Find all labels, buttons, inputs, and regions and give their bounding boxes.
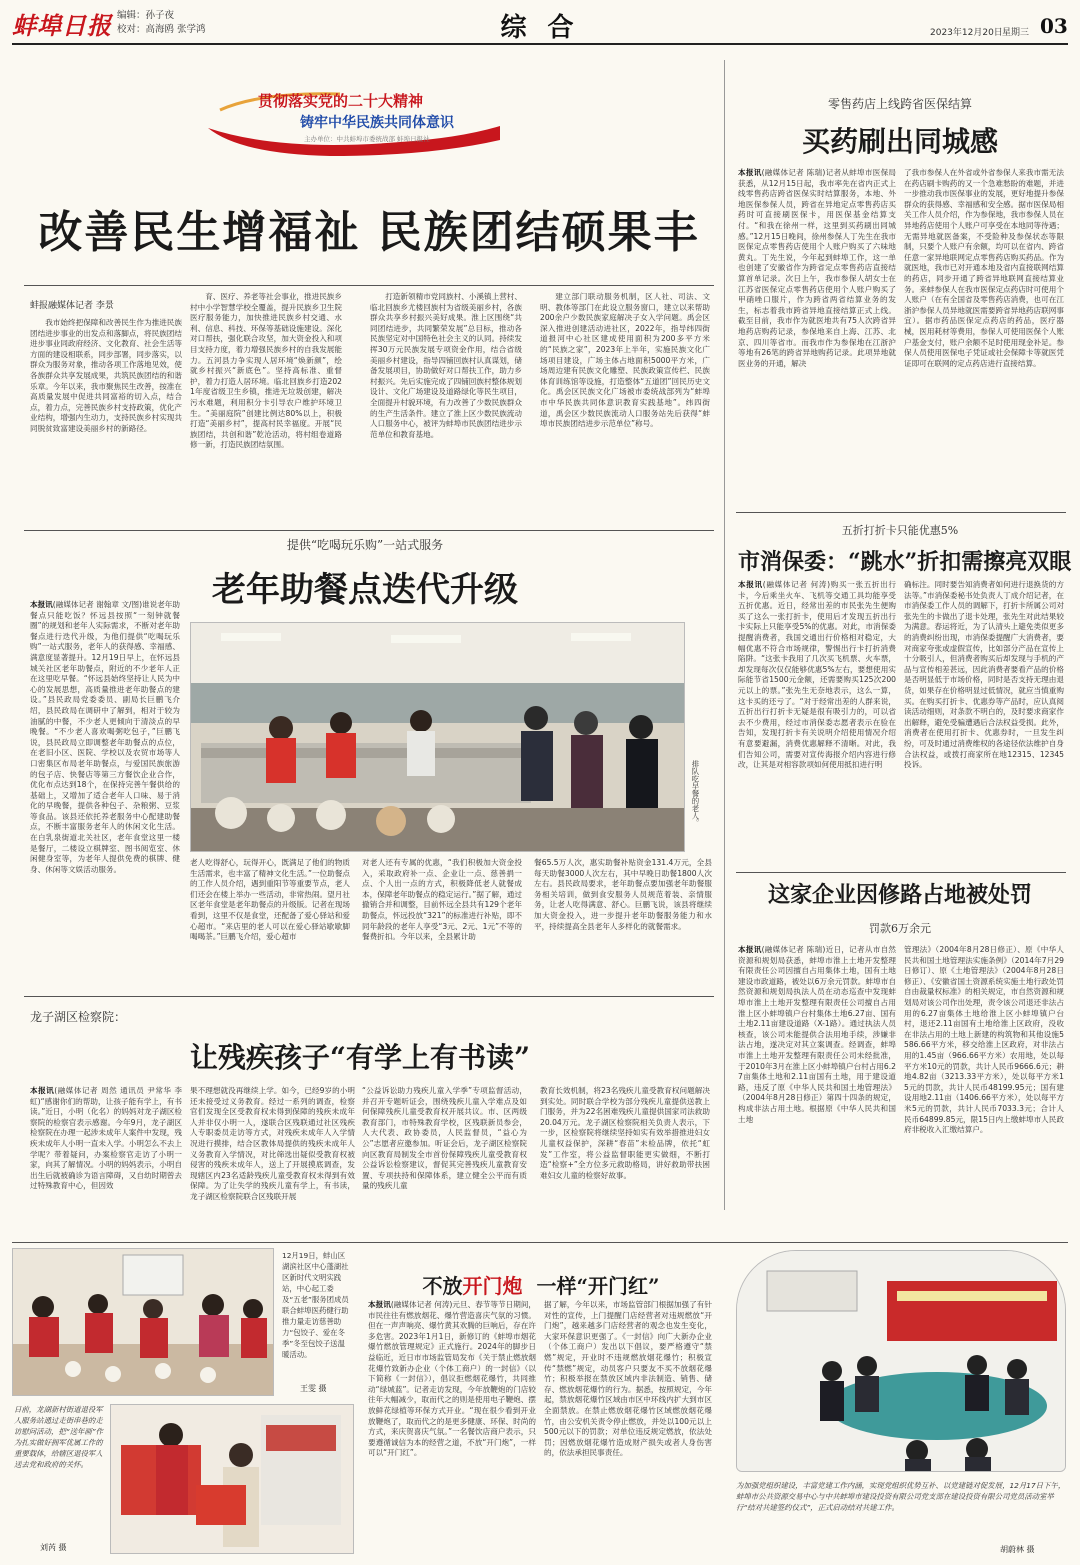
firecracker-byline: 本报讯 (368, 1300, 391, 1309)
disabled-col-1-text: “感谢你们的帮助，让孩子能有学上，有书读。”近日，小明（化名）的妈妈对龙子湖区检察院的检察官表示感谢。今年9月，龙子湖区检察院在办理一起涉未成年人案件中发现，残疾未成年人小明一直未入学。小明怎么不去上学呢？带着疑问，办案检察官走访了小明一家，向其了解情况。小明的妈妈表示，小明自出生后就被确诊为语言障碍，又自幼时期曾去过特殊教育中心，但因效 (30, 1096, 182, 1191)
discount-reporter: (融媒体记者 何涛) (762, 580, 831, 589)
disabled-col-4 (540, 1086, 710, 1236)
theme-banner (200, 82, 510, 160)
masthead (0, 0, 1080, 44)
editor-credit: 编辑：孙子夜 (117, 10, 175, 21)
signing-ceremony-photo (736, 1250, 1066, 1472)
masthead-rule (12, 43, 1068, 45)
dining-scene (191, 623, 685, 852)
elder-col-1 (30, 600, 180, 992)
lead-rule (24, 285, 714, 286)
ceremony-caption: 为加强党组织建设，丰富党建工作内涵，实现党组织优势互补、以党建链对促发展，12月17日下午，蚌埠市公共资源交易中心与中共蚌埠市建设投资有限公司党支部在建设投资有限公司党员活动室举行“结对共建签约仪式”，正式启动结对共建工作。 (736, 1481, 1066, 1512)
lead-col-2-text: 育、医疗、养老等社会事业，推进民族乡村中小学智慧学校全覆盖，提升民族乡卫生院医疗服务能力，加快推进民族乡村交通、水利、信息、科技、环保等基础设施建设。深化对口帮扶，强化联合攻坚，加大资金投入和项目支持力度，着力增强民族乡村的自我发展能力。五河县力争实现人居环境“焕新颜”，绘就乡村振兴“新底色”。坚持高标准、重督护，着力打造人居环境。临北回族乡打造2021年度省级卫生乡镇，推进无垃圾创建，解决污水难题，利用积分卡引导农户维护环境卫生。“美丽庭院”创建比例达80%以上，积极打造“美丽乡村”，提高村民幸福度。开展“民族团结，共创和谐”乾沧活动，将村组卷道路修一新，打造民族团结氛围。 (190, 292, 342, 450)
elder-col-4-text: 餐65.5万人次，惠实助餐补贴资金131.4万元，全县每天助餐3000人次左右，其中早晚日助餐1800人次左右。县民政局要求，老年助餐点要加强老年助餐服务相关培训，做到食安服务人员规范着装、亲情服务，让老人吃得满意、舒心。巨鹏飞说，该县将继续加大资金投入，进一步提升老年助餐服务能力和水平，持续提高全县老年人多样化的就餐需求。 (534, 858, 712, 931)
pharmacy-col-2 (904, 168, 1064, 510)
elder-rule (24, 530, 714, 531)
elder-col-1-text: 谁说老年助餐点只能吃饭？怀远县按照“一刻钟就餐圈”的规划和老年人实际需求，不断对老年助餐点进行迭代升级，为他们提供“吃喝玩乐购”一站式服务，老年人的获得感、幸福感、满意度显著提升。12月19日早上，在怀远县城关社区老年助餐点，附近的不少老年人正在这里吃早餐。“怀远县始终坚持让人民为中心的发展思想，高质量推进老年助餐点的建设。”县民政局党委委员、副局长巨鹏飞介绍，县民政局在调研中了解到，相对于较为油腻的中餐，不少老人更倾向于清淡点的早晚餐。“不少老人喜欢喝粥吃包子，”巨鹏飞说，县民政局立即调整老年助餐点的点位，在老旧小区、医院、学校以及农贸市场等人口密集区布局老年助餐点，与爱国民族旅游的包子店、快餐店等第三方餐饮企业合作，优化布点达到18个，在保持完善午餐供给的基础上，又增加了适合老年人口味、易于消化的早晚餐，提供各种包子、杂粮粥、豆浆等食品。该县还依托养老服务中心配建助餐点，不断丰富服务老年人的休闲文化生活。在白乳泉街道北关社区，老年食堂这里一楼是餐厅，二楼设立棋牌室、图书阅览室、休闲健身室等，为老年人提供免费的棋牌、健身、休闲等文娱活动服务。 (30, 600, 180, 874)
poster-caption: 日前，龙湖新村街道退役军人服务站通过走街串巷的走访慰问活动，把“送年画”作为扎实做好拥军优属工作的重要载体，给辖区退役军人送去党和政府的关怀。 (14, 1405, 103, 1469)
firecracker-headline-part1: 不放 (422, 1274, 463, 1298)
firecracker-col-2-text: 据了解，今年以来，市场监管部门根据加强了有针对性的宣传，上门提醒门店经营者对违规燃放“开门炮”，越来越多门店经营者的观念也发生变化，大家环保意识更强了。《一封信》向广大新办企业（个体工商户）发出以下倡议，要严格遵守“禁燃”规定，开业时不违规燃放烟花爆竹；积极宣传“禁燃”规定，动员客户只要友不买不放烟花爆竹；积极举报在禁放区域内非法制造、销售、储存、燃放烟花爆竹的行为。据悉，按照规定，今年起，禁放烟花爆竹区域由市区中环线内扩大到市区全面禁放。在禁止燃放烟花爆竹区域燃放烟花爆竹，由公安机关责令停止燃放，并处以100元以上500元以下的罚款；对单位违反规定燃放，依法处罚；因燃放烟花爆竹造成财产损失或者人身伤害的，依法承担民事责任。 (544, 1300, 712, 1458)
pharmacy-col-1 (738, 168, 896, 510)
elder-reporter: (融媒体记者 谢翰章 文/图) (52, 600, 143, 609)
proofreader-credit: 校对：高海鸥 张学鸿 (117, 24, 206, 35)
fine-headline: 这家企业因修路占地被处罚 (767, 882, 1032, 908)
discount-byline: 本报讯 (738, 580, 763, 589)
bottom-rule (12, 1242, 1068, 1243)
discount-col-2 (904, 580, 1064, 870)
firecracker-col-2 (544, 1300, 712, 1558)
discount-col-1-text: 购买一张五折出行卡，今后乘坐火车、飞机等交通工具均能享受五折优惠。近日，经常出差的市民张先生便购买了这么一张打折卡，使用后才发现五折出行卡实际上只能享受5%的优惠。对此，市消保委提醒消费者，我国交通出行价格相对稳定，大幅优惠不符合市场规律，警惕出行卡打折消费陷阱。“这张卡我用了几次买飞机票、火车票，却发现每次仅仅能够优惠5%左右，要想使用实际能节省1500元金额，还需要购买125次200元以上的票。”张先生无奈地表示，这么一算，这卡买的还亏了。“对于经常出差的人群来说，五折出行打折卡无疑是很有吸引力的，可以省去不少费用，经过市消保委志愿者表示在验在告知，发现打折卡有关说明介绍使用情况介绍有意要避漏，消费优惠解释不清晰。对此，我们告知公司，需要对宣传海报介绍内容进行修改，让其是对相容款项如何使用抵扣进行明 (738, 580, 896, 770)
elder-col-3-text: 对老人还有专属的优惠，“我们积极加大资金投入，采取政府补一点、企业让一点、慈善捐一点、个人出一点的方式，积极降低老人就餐成本，保障老年助餐点的稳定运行。”据了解，通过撤销合并和调整，目前怀远全县共有129个老年助餐点，怀远投放“321”的标准进行补贴，即不同年龄段的老年人享受“3元、2元、1元”不等的餐费折扣。今年以来，全县累计助 (362, 858, 522, 942)
fine-kicker: 罚款6万余元 (869, 922, 931, 935)
disabled-byline: 本报讯 (30, 1086, 55, 1095)
fine-col-1 (738, 945, 896, 1207)
elder-col-4 (534, 858, 712, 992)
pharmacy-byline: 本报讯 (738, 168, 762, 177)
elder-byline: 本报讯 (30, 600, 53, 609)
firecracker-headline-part2: 一样“开门红” (536, 1274, 660, 1298)
pharmacy-rule (736, 512, 1066, 513)
pharmacy-col-2-text: 了我市参保人在外省或外省参保人来我市需无法在药店刷卡购药的又一个急难愁盼的难题，并进一步推动我市医保事业的发展，更好地提升参保群众的获得感、幸福感和安全感。据市医保局相关工作人员介绍，作为参保地，我市参保人员在异地药店使用个人账户可享受在本地同等待遇；无需异地就医备案，不受险种及参保状态等限制，只要个人账户有余额，均可以在省内、跨省任意一家异地联网定点零售药店购买药品。作为就医地，我市已对开通本地及省内直接联网结算的药店，同步开通了跨省异地联网直接结算业务。来蚌参保人在我市医保定点药店时可使用个人账户（在有全国省及零售药店消费，也可在江浙沪参保人员异地就医需要跨省异地药店联网事宜）。据市药品医保定点药店的药品，医疗器械，医用耗材等费用，参保人可使用医保个人账户基金支付，账户余额不足时使用现金补足。参保人员使用医保电子凭证或社会保障卡等就医凭证即可在联网的定点药店进行直接结算。 (904, 168, 1064, 368)
elder-kicker: 提供“吃喝玩乐购”一站式服务 (286, 538, 444, 552)
disabled-col-3-text: “公益诉讼助力残疾儿童入学季”专项监督活动，并召开专题听证会，围绕残疾儿童入学难点及如何保障残疾儿童受教育权开展共议。市、区两级教育部门，市特殊教育学校，区残联新员参会，人大代表、政协委员，人民监督员，“益心为公”志愿者应邀参加。听证会后，龙子湖区检察院向区教育局制发全市首份保障残疾儿童受教育权公益诉讼检察建议，督促其完善残疾儿童教育安置、专项扶持和保障体系，建立健全公平而有质量的残疾儿童 (362, 1086, 527, 1191)
elder-photo-caption: 排队吃早餐的老人。 (691, 760, 700, 827)
paper-logo: 蚌埠日报 (12, 11, 112, 40)
firecracker-reporter: (融媒体记者 何涛) (390, 1300, 453, 1309)
disabled-col-3 (362, 1086, 527, 1236)
fine-col-2-text: 管理法》（2004年8月28日修正）、原《中华人民共和国土地管理法实施条例》（2014年7月29日修订）、原《土地管理法》（2004年8月28日修正）、《安徽省国土资源系统实施土地行政处罚自由裁量权标准》的相关规定，市自然资源和规划局对该公司作出处理，责令该公司退还非法占用的6.27亩集体土地给淮上区小蚌埠镇户台村，退还2.11亩国有土地给淮上区政府，没收在非法占用的土地上新建的构筑物和其他设施5586.66平方米，移交给淮上区政府，对非法占用的1.45亩（966.66平方米）农用地，处以每平方米10元的罚款，共计人民币9666.6元；耕地4.82亩（3213.33平方米），处以每平方米15元的罚款，共计人民币48199.95元；国有建设用地2.11亩（1406.66平方米），处以每平方米5元的罚款，共计人民币7033.3元；合计人民币64899.85元，限15日内上缴蚌埠市人民政府非税收入汇缴结算户。 (904, 945, 1064, 1135)
page-number: 03 (1040, 14, 1068, 38)
poster-caption-box (14, 1404, 106, 1539)
lead-col-3-text: 打造新领精市党同族村、小溪镇上营村、临北回族乡尤楼回族村为省级美丽乡村，各族群众共享乡村振兴美好成果。淮上区围绕“共同团结进步，共同繁荣发展”总目标，推动各民族坚定对中国特色社会主义的认同。持续发挥30万元民族发展专项资金作用，结合省级美丽乡村建设，指导四铺回族村认真谋划，储备发展项目，协助做好对口帮扶工作，助力乡村振兴。先后实施完成了四铺回族村整体规划设计、文化广场建设及道路绿化等民生项目，全面提升村貌环境，有力改善了少数民族群众的生产生活条件。建立了淮上区少数民族流动人口服务中心，被评为蚌埠市民族团结进步示范单位和教育基地。 (370, 292, 522, 439)
banner-line1: 贯彻落实党的二十大精神 (258, 92, 424, 110)
firecracker-headline (396, 1270, 686, 1299)
pharmacy-kicker: 零售药店上线跨省医保结算 (827, 97, 972, 111)
dumpling-scene (13, 1249, 274, 1396)
issue-weekday: 星期三 (1002, 28, 1030, 38)
dumpling-credit: 王雯 摄 (300, 1384, 327, 1393)
section-title: 综 合 (500, 13, 580, 43)
banner-line2: 铸牢中华民族共同体意识 (300, 115, 454, 131)
poster-photo (110, 1404, 354, 1554)
elder-dining-photo (190, 622, 685, 852)
lead-byline: 蚌报融媒体记者 李景 (30, 301, 114, 311)
ceremony-scene (737, 1251, 1066, 1472)
banner-host: 主办单位：中共蚌埠市委统战部 蚌埠日报社 (304, 135, 430, 143)
lead-col-4-text: 建立部门联动服务机制，区人社、司法、文明、教体等部门在此设立服务窗口，建立以来帮助200余户少数民族家庭解决子女入学问题。禹会区深入推进创建活动进社区，2022年，指导纬四街道报河中心社区建成使用面积为200多平方米的“民族之家”，2023年上半年，实施民族文化广场项目建设，广场主体占地面积5000平方米，广场周边建有民族文化雕塑、民族政策宣传栏、民族体育训练馆等设施，打造整体“五道团”回民历史文化。禹会区民族文化广场被市委统战部列为“蚌埠市中华民族共同体意识教育实践基地”。纬四街道，禹会区少数民族流动人口服务站先后获得“蚌埠市民族团结进步示范单位”称号。 (540, 292, 710, 429)
lead-col-4 (540, 292, 710, 528)
disabled-col-2 (190, 1086, 355, 1236)
poster-credit: 刘芮 摄 (40, 1543, 67, 1552)
ceremony-caption-box (736, 1480, 1066, 1542)
ceremony-credit: 胡蔚林 摄 (1000, 1545, 1035, 1554)
pharmacy-reporter: (融媒体记者 陈瑞) (761, 168, 826, 177)
disabled-headline: 让残疾孩子“有学上有书读” (189, 1041, 531, 1074)
disabled-col-1 (30, 1086, 182, 1236)
fine-reporter: (融媒体记者 陈瑞) (761, 945, 826, 954)
pharmacy-headline: 买药刷出同城感 (801, 125, 998, 158)
disabled-col-4-text: 教育长效机制，将23名残疾儿童受教育权问题解决到实处。同时联合学校为部分残疾儿童提供送教上门服务，并为22名困难残疾儿童提供国家司法救助20.04万元。龙子湖区检察院相关负责人表示，下一步，区检察院将继续坚持如实有效举措推进妇女儿童权益保护，深耕“春苗”未检品牌，依托“虹发”工作室，将公益监督职能更实做细，不断打造“检察+”全方位多元救助格局，讲好救助带扶困难妇女儿童的检察好故事。 (540, 1086, 710, 1180)
elder-col-3 (362, 858, 522, 992)
issue-date: 2023年12月20日 (930, 28, 1003, 38)
dumpling-photo (12, 1248, 274, 1396)
lead-col-1 (30, 318, 182, 528)
dumpling-caption-box (282, 1250, 352, 1390)
column-divider (724, 60, 725, 1210)
elder-headline: 老年助餐点迭代升级 (212, 570, 518, 610)
firecracker-col-1 (368, 1300, 536, 1558)
discount-rule (736, 872, 1066, 873)
firecracker-headline-accent: 开门炮 (462, 1274, 523, 1298)
disabled-reporter: (融媒体记者 周然 通讯员 尹常华 李虹) (30, 1086, 182, 1106)
disabled-kicker: 龙子湖区检察院： (30, 1010, 127, 1024)
lead-col-3 (370, 292, 522, 528)
fine-col-1-text: 近日，记者从市自然资源和规划局获悉，蚌埠市淮上土地开发整理有限责任公司因擅自占用集体土地，国有土地建设市政道路，被处以6万余元罚款。蚌埠市自然资源和规划局执法人员在动态巡查中发现蚌埠市淮上土地开发整理有限责任公司擅自占用淮上区小蚌埠镇户台村集体土地6.27亩、国有土地2.11亩建设道路（X-1路）。通过执法人员核查，该公司未能提供合法用地手续，涉嫌非法占地，遂决定对其立案调查。经调查，蚌埠市淮上土地开发整理有限责任公司未经批准，于2010年3月在淮上区小蚌埠镇户台村占用6.27亩集体土地和2.11亩国有土地，用于建设道路，违反了原《中华人民共和国土地管理法》（2004年8月28日修正）第四十四条的规定，构成非法占用土地。根据原《中华人民共和国土地 (738, 945, 896, 1124)
firecracker-col-1-text: 元旦、春节等节日期间，市民往往有燃放烟花、爆竹营造喜庆气氛的习惯。但在一声声响亮、爆竹黄其欢腾的巨响后，存在许多危害。2023年1月1日，新修订的《蚌埠市烟花爆竹燃放管理规定》正式施行。2024年的脚步日益临近，近日市市场监管局发布《关于禁止燃放烟花爆竹致新办企业（个体工商户）的一封信》（以下简称《一封信》），倡议拒燃烟花爆竹，共同推动“绿城蓝”。记者走访发现，今年放鞭炮的门店较往年大幅减少，取而代之的则是使用电子鞭炮、摆放鲜花绿植等环保方式开业。“现在很少看到开业放鞭炮了，取而代之的是更多健康、环保、时尚的方式，来庆贺喜庆气氛。”一名餐饮店商户表示，只要遵循诚信为本的经营之道，不放“开门炮”，一样可以“开门红”。 (368, 1300, 536, 1458)
elder-col-2 (190, 858, 350, 992)
pharmacy-col-1-text: 记者从蚌埠市医保局获悉，从12月15日起，我市率先在省内正式上线零售药店跨省医保实时结算服务，本地、外地医保参保人员，跨省在异地定点零售药店买药时可直接刷医保卡，用医保基金结算支付。“和我在徐州一样，这里到买药刷出同城感。”12月15日晚间，徐州参保人丁先生在我市医保定点零售药店使用个人账户购买了六味地黄丸。丁先生说，今年起到蚌埠工作，这一单也创建了安徽省作为跨省定点零售药店直接结算首单记录。次日上午，我市参保人胡女士在江苏省医保定点零售药店使用个人账户购买了甲硝唑口服片，作为跨省两省结算业务的发生，标志着我市跨省异地直接结算正式上线。截至目前，我市作为就医地共有75人次跨省异地药店购药记录，参保地来自上海、江苏、北京、四川等省市。而我市作为参保地在江浙沪等地有26笔的跨省异地购药记录。此项异地就医业务的开通，解决 (738, 168, 896, 368)
poster-scene (111, 1405, 354, 1554)
lead-col-1-text: 我市始终把保障和改善民生作为推进民族团结进步事业的出发点和落脚点，将民族团结进步事业同政府经济、文化教育、社会生活等方面的建设相联系，同步部署，同步落实，以群众为服务对象，推动各项工作落地见效，使各族群众共享发展成果，共筑民族团结的和谐乐章。今年以来，我市聚焦民生改善，按准在高质量发展中促进共同富裕的切入点，结合点，着力点，完善民族乡村支持政策，优化产业结构，增强内生动力，支持民族乡村实现共同脱贫致富建设美丽乡村的新路径。 (30, 318, 182, 433)
lead-col-2 (190, 292, 342, 528)
lead-headline: 改善民生增福祉 民族团结硕果丰 (38, 207, 700, 258)
disabled-col-2-text: 果不理想就没再继续上学。如今，已经9岁的小明还未接受过义务教育。经过一系列的调查，检察官们发现全区受教育权未得到保障的残疾未成年人并非仅小明一人，遂联合区残联通过社区残疾人专职委员走访等方式，对残疾未成年人入学情况进行摸排，结合区教体局提供的残疾未成年人义务教育入学情况，对比筛选出疑似受教育权被侵害的残疾未成年人，送上了开展摸底调查，发现辖区内23名适龄残疾儿童受教育权未得到有效保障。为了让失学的残疾儿童有学上，有书读，龙子湖区检察院联合区残联开展 (190, 1086, 355, 1201)
fine-byline: 本报讯 (738, 945, 762, 954)
dumpling-caption: 12月19日，蚌山区湖滨社区中心蓬湖社区新时代文明实践站，中心起工委及“五老”服务团成员联合蚌埠医药健行助推力量走访慈善助力“包饺子、爱在冬季”冬至包饺子送温暖活动。 (282, 1251, 349, 1359)
discount-headline: 市消保委：“跳水”折扣需擦亮双眼 (738, 549, 1072, 575)
elder-col-2-text: 老人吃得舒心，玩得开心，既满足了他们的物质生活需求，也丰富了精神文化生活。”一位助餐点的工作人员介绍，遇到重阳节等重要节点，老人们还会在楼上举办一些活动，非常热闹。望月社区老年食堂是老年助餐点的升级版。记者在现场看到，这里不仅是食堂，还配备了爱心驿站和爱心超市。“来店里的老人可以在爱心驿站歇歇脚喝喝茶。”巨鹏飞介绍，爱心超市 (190, 858, 350, 942)
discount-kicker: 五折打折卡只能优惠5% (841, 524, 959, 537)
disabled-rule (24, 996, 714, 997)
fine-col-2 (904, 945, 1064, 1207)
discount-col-2-text: 确标注。同时要告知消费者如何进行退换货的方法等。”市消保委秘书处负责人丁成介绍记者，在市消保委工作人员的调解下，打折卡所属公司对张先生的卡做出了退卡处理，张先生对此结果较为满意。春运将近，为了认清头上避免类似更多的消费纠纷出现，市消保委提醒广大消费者，要对商家夸张或虚假宣传，比如部分产品在宣传上十分吸引人，但消费者购买后却发现与手机的产品与宣传相差甚远，因此消费者要看产品的价格是否明显低于市场价格，同时是否支持无理由退货，如果存在价格明显过低情况，就应当慎重购买。在购买打折卡、优惠券等产品时，应认真阅读活动细则，对条款不明白的，及时要求商家作出解释，避免受骗遭遇后合法权益受损。此外，消费者在使用打折卡、优惠券时，一旦发生纠纷，可及时通过消费维权的各途径依法维护自身合法权益，或拨打商家所在地12315、12345投诉。 (904, 580, 1064, 770)
discount-col-1 (738, 580, 896, 870)
